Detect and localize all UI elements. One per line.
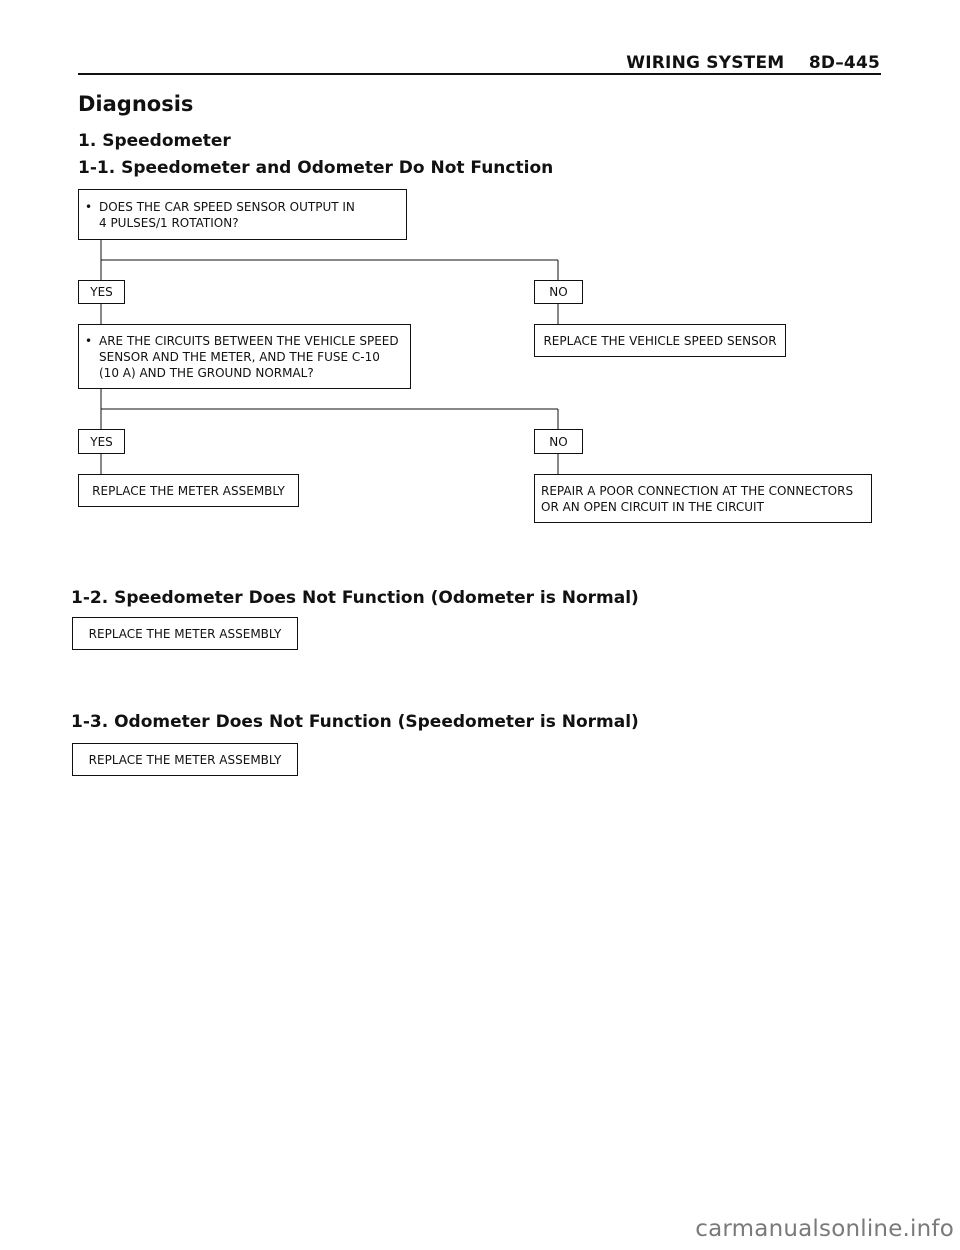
yes-label-2: YES	[78, 429, 125, 454]
site-watermark: carmanualsonline.info	[695, 1216, 954, 1242]
section-1-heading: 1. Speedometer	[78, 131, 231, 151]
bullet: •	[85, 333, 93, 348]
section-1-3-replace-meter-box: REPLACE THE METER ASSEMBLY	[72, 743, 298, 776]
replace-meter-assembly-box: REPLACE THE METER ASSEMBLY	[78, 474, 299, 507]
section-1-3-heading: 1-3. Odometer Does Not Function (Speedometer is Normal)	[71, 712, 639, 732]
question-2-line-3: (10 A) AND THE GROUND NORMAL?	[99, 365, 314, 380]
no-label-1: NO	[534, 280, 583, 304]
question-2-line-2: SENSOR AND THE METER, AND THE FUSE C-10	[99, 349, 380, 364]
replace-vehicle-speed-sensor-box: REPLACE THE VEHICLE SPEED SENSOR	[534, 324, 786, 357]
question-speed-sensor-output-box	[78, 189, 407, 240]
question-1-line-1: DOES THE CAR SPEED SENSOR OUTPUT IN	[99, 199, 355, 214]
diagnosis-heading: Diagnosis	[78, 92, 194, 116]
repair-connection-box	[534, 474, 872, 523]
repair-line-1: REPAIR A POOR CONNECTION AT THE CONNECTORS	[541, 483, 854, 498]
question-1-line-2: 4 PULSES/1 ROTATION?	[99, 215, 239, 230]
repair-line-2: OR AN OPEN CIRCUIT IN THE CIRCUIT	[541, 499, 764, 514]
section-1-2-replace-meter-box: REPLACE THE METER ASSEMBLY	[72, 617, 298, 650]
page-header-title: WIRING SYSTEM 8D–445	[626, 53, 880, 73]
question-2-line-1: ARE THE CIRCUITS BETWEEN THE VEHICLE SPEED	[99, 333, 399, 348]
section-1-1-heading: 1-1. Speedometer and Odometer Do Not Function	[78, 158, 554, 178]
yes-label-1: YES	[78, 280, 125, 304]
bullet: •	[85, 199, 93, 214]
section-1-2-heading: 1-2. Speedometer Does Not Function (Odometer is Normal)	[71, 588, 639, 608]
question-circuits-normal-box	[78, 324, 411, 389]
no-label-2: NO	[534, 429, 583, 454]
